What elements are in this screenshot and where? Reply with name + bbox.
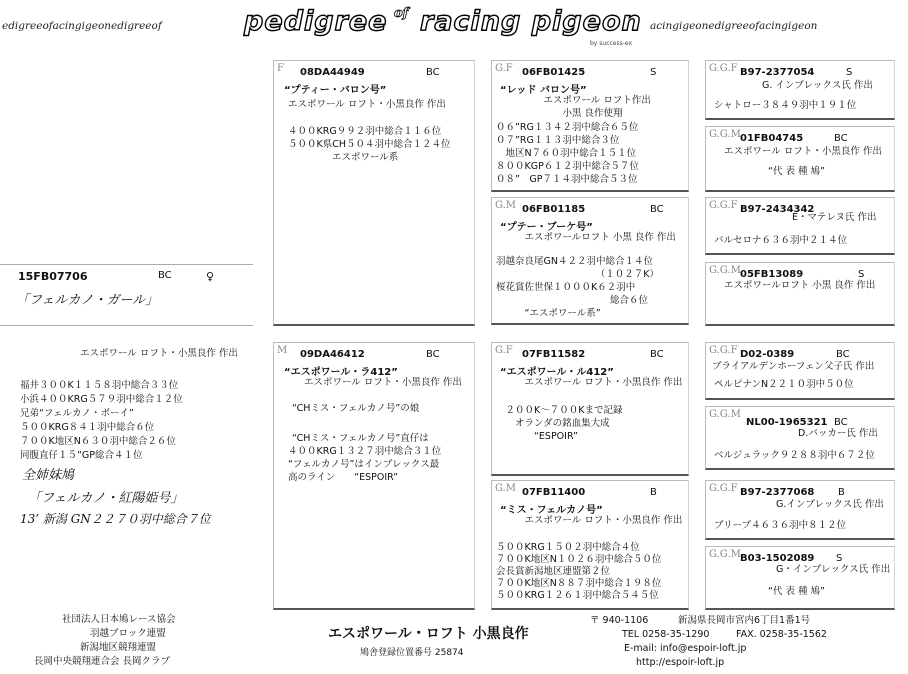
gf-sire-ring: 06FB01425 <box>522 67 586 78</box>
footer-loft-reg: 鳩舎登録位置番号 25874 <box>360 648 464 658</box>
ggp-card <box>705 406 895 470</box>
ggp-breeder: ブライアルデンホーフェン父子氏 作出 <box>712 361 875 372</box>
footer-tel: TEL 0258-35-1290 <box>622 629 710 640</box>
ggp-record: バルセロナ６３６羽中２１４位 <box>714 235 848 246</box>
ggp-card <box>705 546 895 610</box>
ggp-record: ブリーブ４６３６羽中８１２位 <box>714 520 847 531</box>
gm-sire-line: “エスポワール系” <box>496 308 601 319</box>
subject-record: 小浜４００KRG５７９羽中総合１２位 <box>20 394 183 405</box>
subject-ring: 15FB07706 <box>18 270 88 283</box>
ggp-ring: B97-2377054 <box>740 67 815 78</box>
ggp-card <box>705 480 895 540</box>
gm-dam-line: ７００K地区N８８７羽中総合１９８位 <box>496 578 662 589</box>
gm-dam-line: エスポワール ロフト・小黒良作 作出 <box>496 515 683 526</box>
header-right-text <box>650 20 817 32</box>
sire-card <box>273 60 475 326</box>
dam-line: “CHミス・フェルカノ号”の娘 <box>292 403 420 414</box>
ggp-sex: S <box>858 269 865 280</box>
gm-dam-name: “ミス・フェルカノ号” <box>500 505 603 516</box>
dam-sex: BC <box>426 349 440 360</box>
gm-dam-ring: 07FB11400 <box>522 487 586 498</box>
gm-sire-line: エスポワールロフト 小黒 良作 作出 <box>496 232 676 243</box>
ggp-sex: B <box>838 487 845 498</box>
subject-name-handwritten: 「フェルカノ・ガール」 <box>16 293 159 308</box>
ggp-position: G.G.M <box>709 129 741 140</box>
gf-dam-sex: BC <box>650 349 664 360</box>
sire-line: ４００KRG９９２羽中総合１１６位 <box>288 126 442 137</box>
ggp-record: “代 表 種 鳩” <box>768 586 825 597</box>
header-title-of: of <box>394 6 409 21</box>
ggp-position: G.G.F <box>709 200 738 211</box>
header-right-c: edigreeof <box>708 20 760 32</box>
dam-ring: 09DA46412 <box>300 349 365 360</box>
gm-dam-card <box>491 480 689 610</box>
footer-org: 新潟地区競翔連盟 <box>80 642 157 653</box>
gf-dam-line: エスポワール ロフト・小黒良作 作出 <box>496 377 683 388</box>
ggp-ring: NL00-1965321 <box>746 417 828 428</box>
gm-sire-line: 羽越奈良尾GN４２２羽中総合１４位 <box>496 256 653 267</box>
ggp-breeder: エスポワール ロフト・小黒良作 作出 <box>724 146 882 157</box>
ggp-breeder: E・マテレヌ氏 作出 <box>792 212 877 223</box>
subject-breeder: エスポワール ロフト・小黒良作 作出 <box>80 348 238 359</box>
gf-sire-line: ０６”RG１３４２羽中総合６５位 <box>496 122 639 133</box>
gf-sire-line: 地区N７６０羽中総合１５１位 <box>496 148 637 159</box>
dam-line: “フェルカノ号”はインブレックス最 <box>288 459 440 470</box>
ggp-ring: 01FB04745 <box>740 133 804 144</box>
ggp-breeder: G. インブレックス氏 作出 <box>762 80 873 91</box>
header-left-a: edigreeof <box>2 20 53 32</box>
subject-hand-note: 13’ 新潟 GN２２７０羽中総合７位 <box>20 512 211 526</box>
footer-email[interactable]: E-mail: info@espoir-loft.jp <box>624 643 747 654</box>
gf-sire-position: G.F <box>495 63 513 74</box>
subject-hand-note: 「フェルカノ・紅陽姫号」 <box>28 491 184 506</box>
header-left-b: acing <box>52 20 82 32</box>
gf-sire-line: ０７”RG１１３羽中総合３位 <box>496 135 620 146</box>
ggp-position: G.G.F <box>709 63 738 74</box>
gm-dam-position: G.M <box>495 483 517 494</box>
sire-position: F <box>277 63 284 74</box>
ggp-card <box>705 262 895 326</box>
header-title-part2: racing pigeon <box>420 6 642 37</box>
ggp-card <box>705 197 895 255</box>
gm-sire-card <box>491 197 689 325</box>
dam-line: ４００KRG１３２７羽中総合３１位 <box>288 446 442 457</box>
gm-sire-line: （１０２７K） <box>496 269 659 280</box>
ggp-sex: BC <box>836 349 850 360</box>
ggp-card <box>705 60 895 120</box>
ggp-record: ペルピナンN２２１０羽中５０位 <box>714 379 854 390</box>
gm-sire-line: 桜花賞佐世保１０００K６２羽中 <box>496 282 636 293</box>
footer-address: 新潟県長岡市宮内6丁目1番1号 <box>678 615 811 626</box>
subject-record: 同腹直仔１５”GP総合４１位 <box>20 450 143 461</box>
ggp-ring: 05FB13089 <box>740 269 804 280</box>
gm-dam-sex: B <box>650 487 657 498</box>
footer-org: 社団法人日本鳩レース協会 <box>62 614 176 625</box>
gf-dam-position: G.F <box>495 345 513 356</box>
sire-line: ５００K県CH５０４羽中総合１２４位 <box>288 139 451 150</box>
ggp-position: G.G.F <box>709 345 738 356</box>
ggp-position: G.G.F <box>709 483 738 494</box>
gm-sire-name: “プテー・ブーケ号” <box>500 222 593 233</box>
ggp-position: G.G.M <box>709 265 741 276</box>
ggp-card <box>705 126 895 192</box>
gf-sire-sex: S <box>650 67 657 78</box>
header-left-text <box>2 20 162 32</box>
subject-record: ５００KRG８４１羽中総合６位 <box>20 422 155 433</box>
gm-sire-ring: 06FB01185 <box>522 204 586 215</box>
ggp-sex: BC <box>834 417 848 428</box>
footer-loft-name: エスポワール・ロフト 小黒良作 <box>328 626 529 642</box>
header-byline: by success-ex <box>590 40 633 47</box>
footer-org: 長岡中央競翔連合会 長岡クラブ <box>34 656 171 667</box>
subject-record: 福井３００K１１５８羽中総合３３位 <box>20 380 179 391</box>
subject-sex: BC <box>158 270 172 281</box>
ggp-ring: B97-2377068 <box>740 487 815 498</box>
ggp-sex: S <box>846 67 853 78</box>
gm-dam-line: ５００KRG１５０２羽中総合４位 <box>496 542 640 553</box>
footer-fax: FAX. 0258-35-1562 <box>736 629 827 640</box>
ggp-breeder: G・インブレックス氏 作出 <box>776 564 891 575</box>
gf-dam-line: オランダの銘血集大成 <box>496 418 610 429</box>
gm-sire-position: G.M <box>495 200 517 211</box>
subject-rule <box>0 264 253 265</box>
ggp-ring: B97-2434342 <box>740 204 815 215</box>
subject-record: ７００K地区N６３０羽中総合２６位 <box>20 436 176 447</box>
gf-dam-line: “ESPOIR” <box>496 431 578 442</box>
footer-url[interactable]: http://espoir-loft.jp <box>636 657 725 668</box>
dam-line: 高のライン “ESPOIR” <box>288 472 399 483</box>
dam-line: “CHミス・フェルカノ号”直仔は <box>292 433 429 444</box>
header-left-d: edigreeof <box>111 20 162 32</box>
gf-sire-line: エスポワール ロフト作出 <box>496 95 651 106</box>
ggp-ring: B03-1502089 <box>740 553 815 564</box>
gf-sire-card <box>491 60 689 192</box>
ggp-record: シャトロー３８４９羽中１９１位 <box>714 100 857 111</box>
gf-sire-line: ８００KGP６１２羽中総合５７位 <box>496 161 639 172</box>
ggp-breeder: D.バッカー氏 作出 <box>798 428 878 439</box>
ggp-record: “代 表 種 鳩” <box>768 166 825 177</box>
header-right-e: igeon <box>788 20 818 32</box>
gf-dam-name: “エスポワール・ル412” <box>500 367 614 378</box>
footer-postal: 〒 940-1106 <box>590 615 649 626</box>
dam-card <box>273 342 475 610</box>
subject-rule-bottom <box>0 325 253 326</box>
ggp-breeder: G.インブレックス氏 作出 <box>776 499 884 510</box>
gm-sire-line: 総合６位 <box>496 295 649 306</box>
ggp-position: G.G.M <box>709 409 741 420</box>
subject-record: 兄弟“フェルカノ・ボーイ” <box>20 408 134 419</box>
ggp-record: ベルジュラック９２８８羽中６７２位 <box>714 450 875 461</box>
header-right-b: igeon <box>678 20 709 32</box>
ggp-card <box>705 342 895 400</box>
subject-gender-symbol: ♀ <box>206 270 215 283</box>
header-right-a: acing <box>650 20 679 32</box>
gm-sire-sex: BC <box>650 204 664 215</box>
sire-ring: 08DA44949 <box>300 67 365 78</box>
sire-name: “プティー・バロン号” <box>284 85 387 96</box>
dam-breeder: エスポワール ロフト・小黒良作 作出 <box>304 377 462 388</box>
gf-sire-line: 小黒 良作使翔 <box>496 108 623 119</box>
ggp-sex: BC <box>834 133 848 144</box>
header-left-c: igeon <box>81 20 112 32</box>
subject-hand-note: 全姉妹鳩 <box>22 468 75 483</box>
gm-dam-line: ５００KRG１２６１羽中総合５４５位 <box>496 590 659 601</box>
gm-dam-line: ７００K地区N１０２６羽中総合５０位 <box>496 554 662 565</box>
footer-org: 羽越ブロック連盟 <box>90 628 166 639</box>
ggp-breeder: エスポワールロフト 小黒 良作 作出 <box>724 280 876 291</box>
header-title-part1: pedigree <box>244 6 388 37</box>
sire-sex: BC <box>426 67 440 78</box>
header-right-d: acing <box>759 20 789 32</box>
gf-sire-line: ０８” GP７１４羽中総合５３位 <box>496 174 638 185</box>
sire-line: エスポワール系 <box>332 152 399 163</box>
ggp-sex: S <box>836 553 843 564</box>
sire-breeder: エスポワール ロフト・小黒良作 作出 <box>288 99 446 110</box>
dam-name: “エスポワール・ラ412” <box>284 367 398 378</box>
gf-dam-card <box>491 342 689 476</box>
dam-position: M <box>277 345 288 356</box>
ggp-position: G.G.M <box>709 549 741 560</box>
gm-dam-line: 会長賞新潟地区連盟第２位 <box>496 566 611 577</box>
gf-sire-name: “レッド バロン号” <box>500 85 587 96</box>
ggp-ring: D02-0389 <box>740 349 795 360</box>
gf-dam-ring: 07FB11582 <box>522 349 586 360</box>
gf-dam-line: ２００K～７００Kまで記録 <box>496 405 623 416</box>
